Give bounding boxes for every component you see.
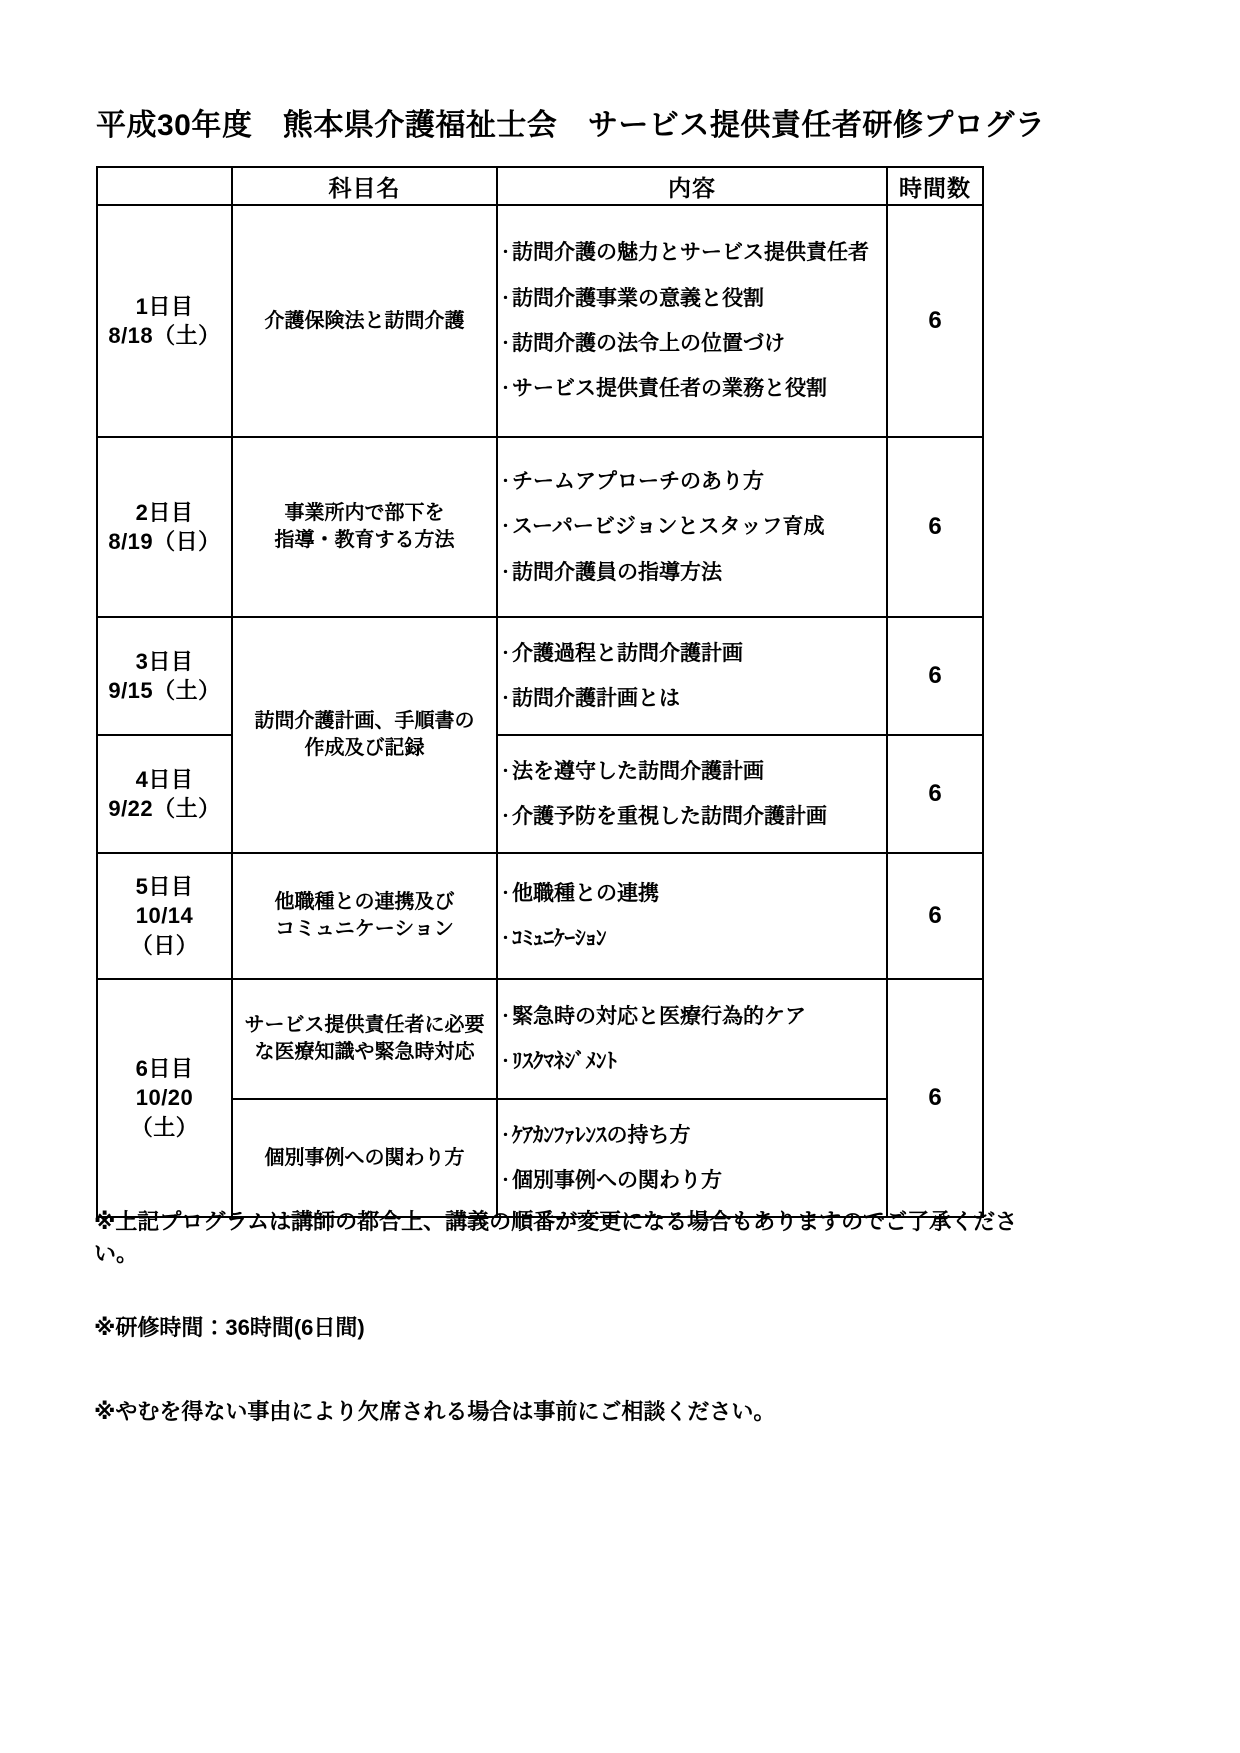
subject-line: コミュニケーション xyxy=(275,918,454,940)
footnote-absence: ※やむを得ない事由により欠席される場合は事前にご相談ください。 xyxy=(94,1398,776,1424)
content-item: ・ チームアプローチのあり方 xyxy=(498,459,886,504)
content-cell xyxy=(497,1099,887,1217)
day-cell xyxy=(97,853,232,979)
column-header-subject: 科目名 xyxy=(232,167,497,205)
subject-line: 個別事例への関わり方 xyxy=(264,1146,465,1169)
subject-line: 訪問介護計画、手順書の xyxy=(254,710,475,732)
subject-cell xyxy=(232,979,497,1099)
day-cell xyxy=(97,617,232,735)
day-cell xyxy=(97,437,232,617)
table-body xyxy=(97,205,983,1217)
footnote-schedule-change: ※上記プログラムは講師の都合上、講義の順番が変更になる場合もありますのでご了承ください。 xyxy=(94,1209,1018,1266)
subject-line: 介護保険法と訪問介護 xyxy=(264,309,465,332)
table-row xyxy=(97,979,983,1099)
content-cell xyxy=(497,617,887,735)
table-header xyxy=(97,167,983,205)
day-number: 4日目 xyxy=(135,766,194,792)
subject-cell xyxy=(232,205,497,437)
column-header-day xyxy=(97,167,232,205)
table-row xyxy=(97,617,983,735)
day-cell xyxy=(97,735,232,853)
content-cell xyxy=(497,437,887,617)
table-row xyxy=(97,853,983,979)
day-date: 10/20 xyxy=(135,1085,194,1111)
hours-cell: 6 xyxy=(887,853,983,979)
table-header-row xyxy=(97,167,983,205)
hours-cell: 6 xyxy=(887,979,983,1217)
day-date: 8/18（土） xyxy=(108,323,221,348)
column-header-content: 内容 xyxy=(497,167,887,205)
day-number: 1日目 xyxy=(135,293,194,319)
content-cell xyxy=(497,205,887,437)
subject-cell xyxy=(232,853,497,979)
day-number: 6日目 xyxy=(135,1056,194,1082)
content-item: ・ 訪問介護の魅力とサービス提供責任者 xyxy=(498,230,886,275)
day-date: 9/15（土） xyxy=(108,678,221,703)
day-date: 10/14 xyxy=(135,903,194,929)
content-cell xyxy=(497,735,887,853)
subject-line: 指導・教育する方法 xyxy=(274,529,455,551)
hours-cell: 6 xyxy=(887,735,983,853)
subject-cell xyxy=(232,437,497,617)
day-cell xyxy=(97,979,232,1217)
footnotes xyxy=(94,1206,1094,1428)
content-item: ・ 他職種との連携 xyxy=(498,871,886,916)
content-item: ・ 訪問介護事業の意義と役割 xyxy=(498,276,886,321)
subject-line: 作成及び記録 xyxy=(304,737,425,759)
content-item: ・ 訪問介護員の指導方法 xyxy=(498,550,886,595)
table-row xyxy=(97,437,983,617)
subject-line: サービス提供責任者に必要 xyxy=(244,1014,485,1036)
subject-line: な医療知識や緊急時対応 xyxy=(254,1041,475,1063)
content-item: ・ スーパービジョンとスタッフ育成 xyxy=(498,504,886,549)
day-date: 9/22（土） xyxy=(108,796,221,821)
footnote-training-hours: ※研修時間：36時間(6日間) xyxy=(94,1314,365,1340)
day-weekday: （日） xyxy=(130,932,199,958)
content-item: ・ サービス提供責任者の業務と役割 xyxy=(498,366,886,411)
content-item: ・ 個別事例への関わり方 xyxy=(498,1158,886,1203)
day-number: 2日目 xyxy=(135,499,194,525)
training-program-table xyxy=(96,166,984,1218)
subject-cell xyxy=(232,1099,497,1217)
day-number: 3日目 xyxy=(135,648,194,674)
subject-line: 他職種との連携及び xyxy=(274,891,455,913)
hours-cell: 6 xyxy=(887,437,983,617)
subject-cell xyxy=(232,617,497,853)
content-cell xyxy=(497,979,887,1099)
page-title: 平成30年度 熊本県介護福祉士会 サービス提供責任者研修プログラ xyxy=(96,109,1046,142)
day-number: 5日目 xyxy=(135,874,194,900)
day-date: 8/19（日） xyxy=(108,529,221,554)
content-item: ・ ｺﾐｭﾆｹｰｼｮﾝ xyxy=(498,916,886,961)
content-item: ・ 訪問介護の法令上の位置づけ xyxy=(498,321,886,366)
hours-cell: 6 xyxy=(887,617,983,735)
hours-cell: 6 xyxy=(887,205,983,437)
table-row xyxy=(97,205,983,437)
column-header-hours: 時間数 xyxy=(887,167,983,205)
content-item: ・ 緊急時の対応と医療行為的ケア xyxy=(498,994,886,1039)
content-item: ・ 訪問介護計画とは xyxy=(498,676,886,721)
day-cell xyxy=(97,205,232,437)
content-item: ・ ﾘｽｸﾏﾈｼﾞﾒﾝﾄ xyxy=(498,1039,886,1084)
table-row xyxy=(97,735,983,853)
day-weekday: （土） xyxy=(130,1114,199,1140)
content-item: ・ ｹｱｶﾝﾌｧﾚﾝｽの持ち方 xyxy=(498,1113,886,1158)
content-item: ・ 介護予防を重視した訪問介護計画 xyxy=(498,794,886,839)
content-item: ・ 介護過程と訪問介護計画 xyxy=(498,631,886,676)
content-cell xyxy=(497,853,887,979)
subject-line: 事業所内で部下を xyxy=(284,502,445,524)
content-item: ・ 法を遵守した訪問介護計画 xyxy=(498,749,886,794)
